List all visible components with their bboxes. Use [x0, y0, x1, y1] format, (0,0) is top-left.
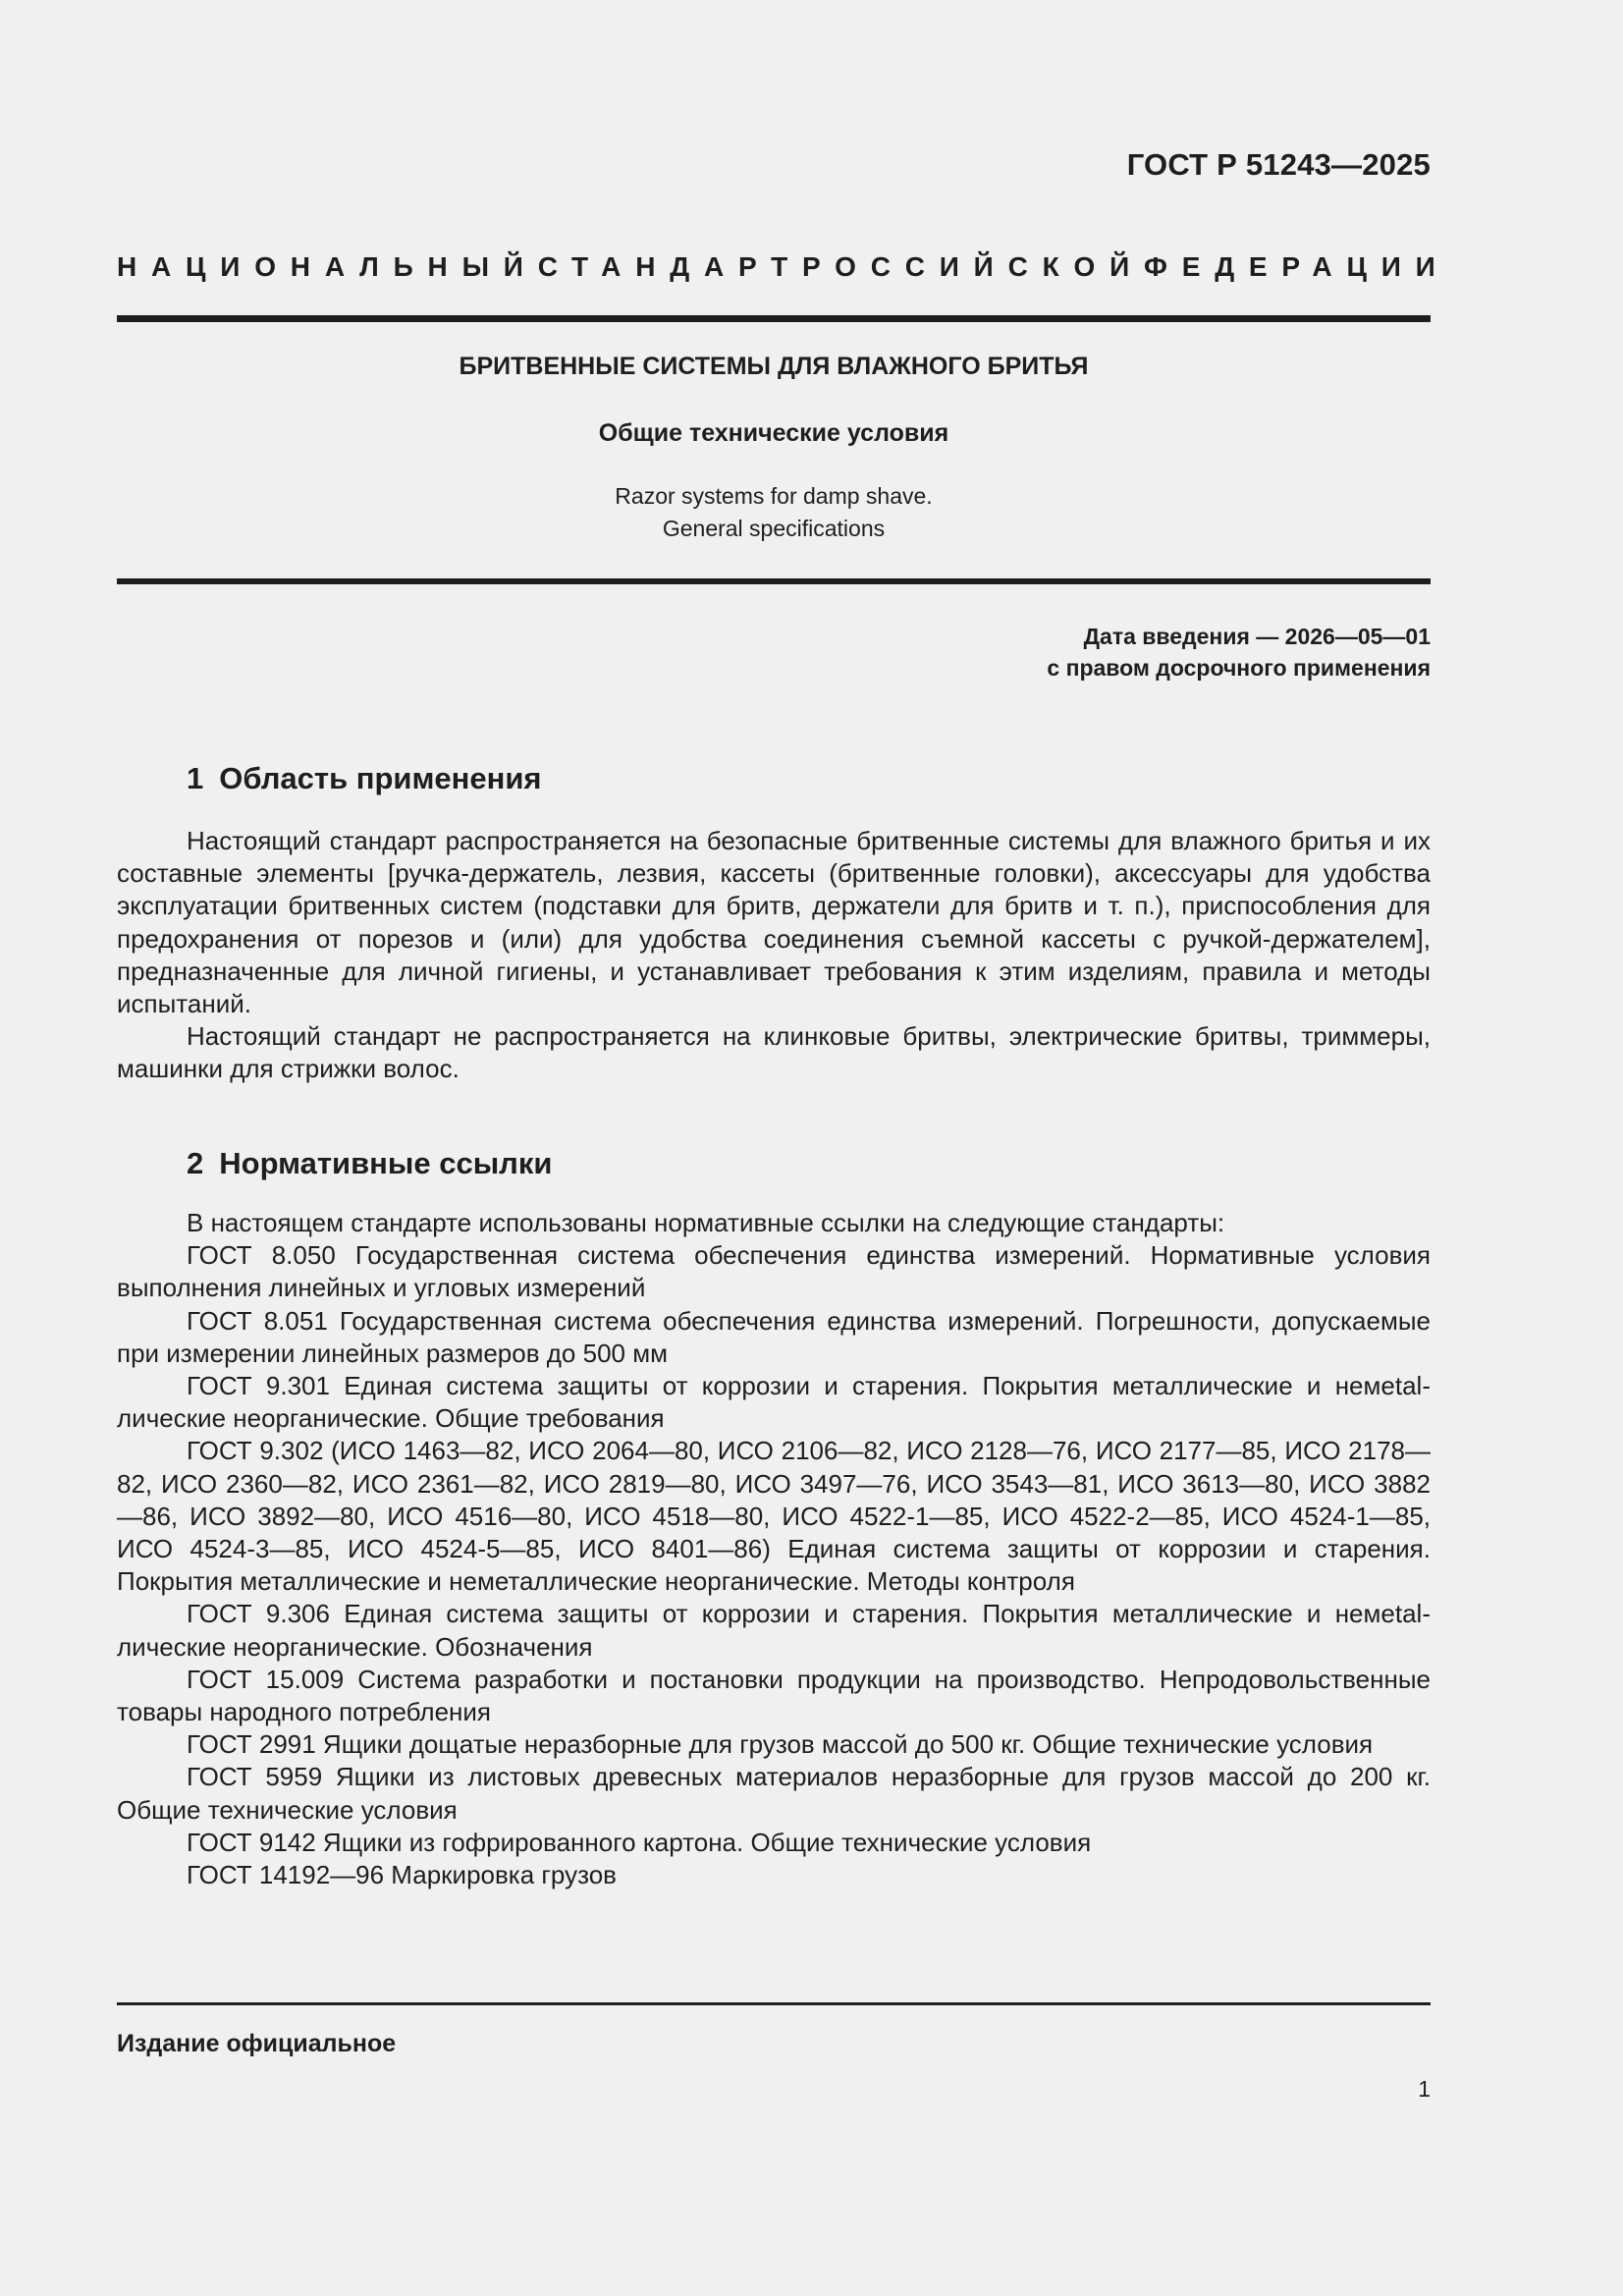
section-1-body	[117, 825, 1431, 1086]
reference-item: ГОСТ 14192—96 Маркировка грузов	[187, 1860, 617, 1890]
introduction-date-line: Дата введения — 2026—05—01	[1083, 624, 1431, 649]
banner-word: НАЦИОНАЛЬНЫЙ	[117, 251, 538, 282]
paragraph: Настоящий стандарт распространяется на безопасные бритвенные системы для влажного бритья и их составные элементы [ручка-держатель, лезвия, кассеты (бритвенные головки), аксессуары для удобства эксплуатации бритвенных систем (подставки для бритв, держатели для бритв и т. п.), приспособления для предохранения от порезов и (или) для удобства соединения съемной кассеты с ручкой-держателем], предназначенные для личной гигиены, и устанавливает требования к этим изделиям, правила и методы испытаний.	[117, 826, 1431, 1019]
english-title-line: Razor systems for damp shave.	[615, 483, 933, 509]
section-2-heading	[187, 1146, 552, 1181]
reference-item: ГОСТ 8.050 Государственная система обеспечения единства измерений. Нормативные условия выполнения линейных и угловых измерений	[117, 1240, 1431, 1303]
paragraph: В настоящем стандарте использованы нормативные ссылки на следующие стандарты:	[187, 1208, 1225, 1237]
national-standard-banner	[117, 251, 1450, 283]
paragraph: Настоящий стандарт не распространяется на клинковые бритвы, электрические бритвы, триммеры, машинки для стрижки волос.	[117, 1021, 1431, 1084]
section-number: 1	[187, 761, 204, 795]
reference-item: ГОСТ 9142 Ящики из гофрированного картона. Общие технические условия	[187, 1827, 1092, 1857]
reference-item: ГОСТ 9.301 Единая система защиты от коррозии и старения. Покрытия металлические и немetalлические неорганические. Общие требования	[117, 1371, 1431, 1434]
section-title: Область применения	[219, 761, 542, 795]
section-title: Нормативные ссылки	[219, 1146, 553, 1180]
reference-item: ГОСТ 8.051 Государственная система обеспечения единства измерений. Погрешности, допускаемые при измерении линейных размеров до 500 мм	[117, 1305, 1431, 1368]
banner-word: СТАНДАРТ	[537, 251, 803, 282]
footer-divider	[117, 2002, 1431, 2005]
english-title	[117, 480, 1431, 545]
section-number: 2	[187, 1146, 204, 1180]
reference-item: ГОСТ 9.306 Единая система защиты от коррозии и старения. Покрытия металлические и немetalлические неорганические. Обозначения	[117, 1599, 1431, 1662]
standard-subtitle: Общие технические условия	[598, 419, 949, 447]
official-edition-label: Издание официальное	[117, 2030, 397, 2057]
document-code: ГОСТ Р 51243—2025	[1126, 147, 1431, 182]
reference-item: ГОСТ 5959 Ящики из листовых древесных материалов неразборные для грузов массой до 200 кг. Общие технические условия	[117, 1762, 1431, 1825]
banner-word: РОССИЙСКОЙ	[802, 251, 1145, 282]
page-number: 1	[1418, 2076, 1431, 2102]
section-1-heading	[187, 761, 542, 796]
reference-item: ГОСТ 2991 Ящики дощатые неразборные для грузов массой до 500 кг. Общие технические условия	[187, 1729, 1374, 1760]
document-page	[117, 0, 1450, 2296]
banner-word: ФЕДЕРАЦИИ	[1144, 251, 1450, 282]
section-2-body	[117, 1207, 1431, 1891]
reference-item: ГОСТ 15.009 Система разработки и постановки продукции на производство. Непродовольственные товары народного потребления	[117, 1664, 1431, 1727]
introduction-date-line: с правом досрочного применения	[1047, 655, 1431, 681]
standard-title: БРИТВЕННЫЕ СИСТЕМЫ ДЛЯ ВЛАЖНОГО БРИТЬЯ	[459, 353, 1089, 380]
title-divider	[117, 578, 1431, 584]
english-title-line: General specifications	[662, 516, 886, 541]
introduction-date	[1047, 621, 1431, 683]
reference-item: ГОСТ 9.302 (ИСО 1463—82, ИСО 2064—80, ИСО 2106—82, ИСО 2128—76, ИСО 2177—85, ИСО 2178—82, ИСО 2360—82, ИСО 2361—82, ИСО 2819—80, ИСО 3497—76, ИСО 3543—81, ИСО 3613—80, ИСО 3882—86, ИСО 3892—80, ИСО 4516—80, ИСО 4518—80, ИСО 4522-1—85, ИСО 4522-2—85, ИСО 4524-1—85, ИСО 4524-3—85, ИСО 4524-5—85, ИСО 8401—86) Единая система защиты от коррозии и старения. Покрытия металлические и неметаллические неорганические. Методы контроля	[117, 1436, 1431, 1597]
header-divider	[117, 315, 1431, 322]
